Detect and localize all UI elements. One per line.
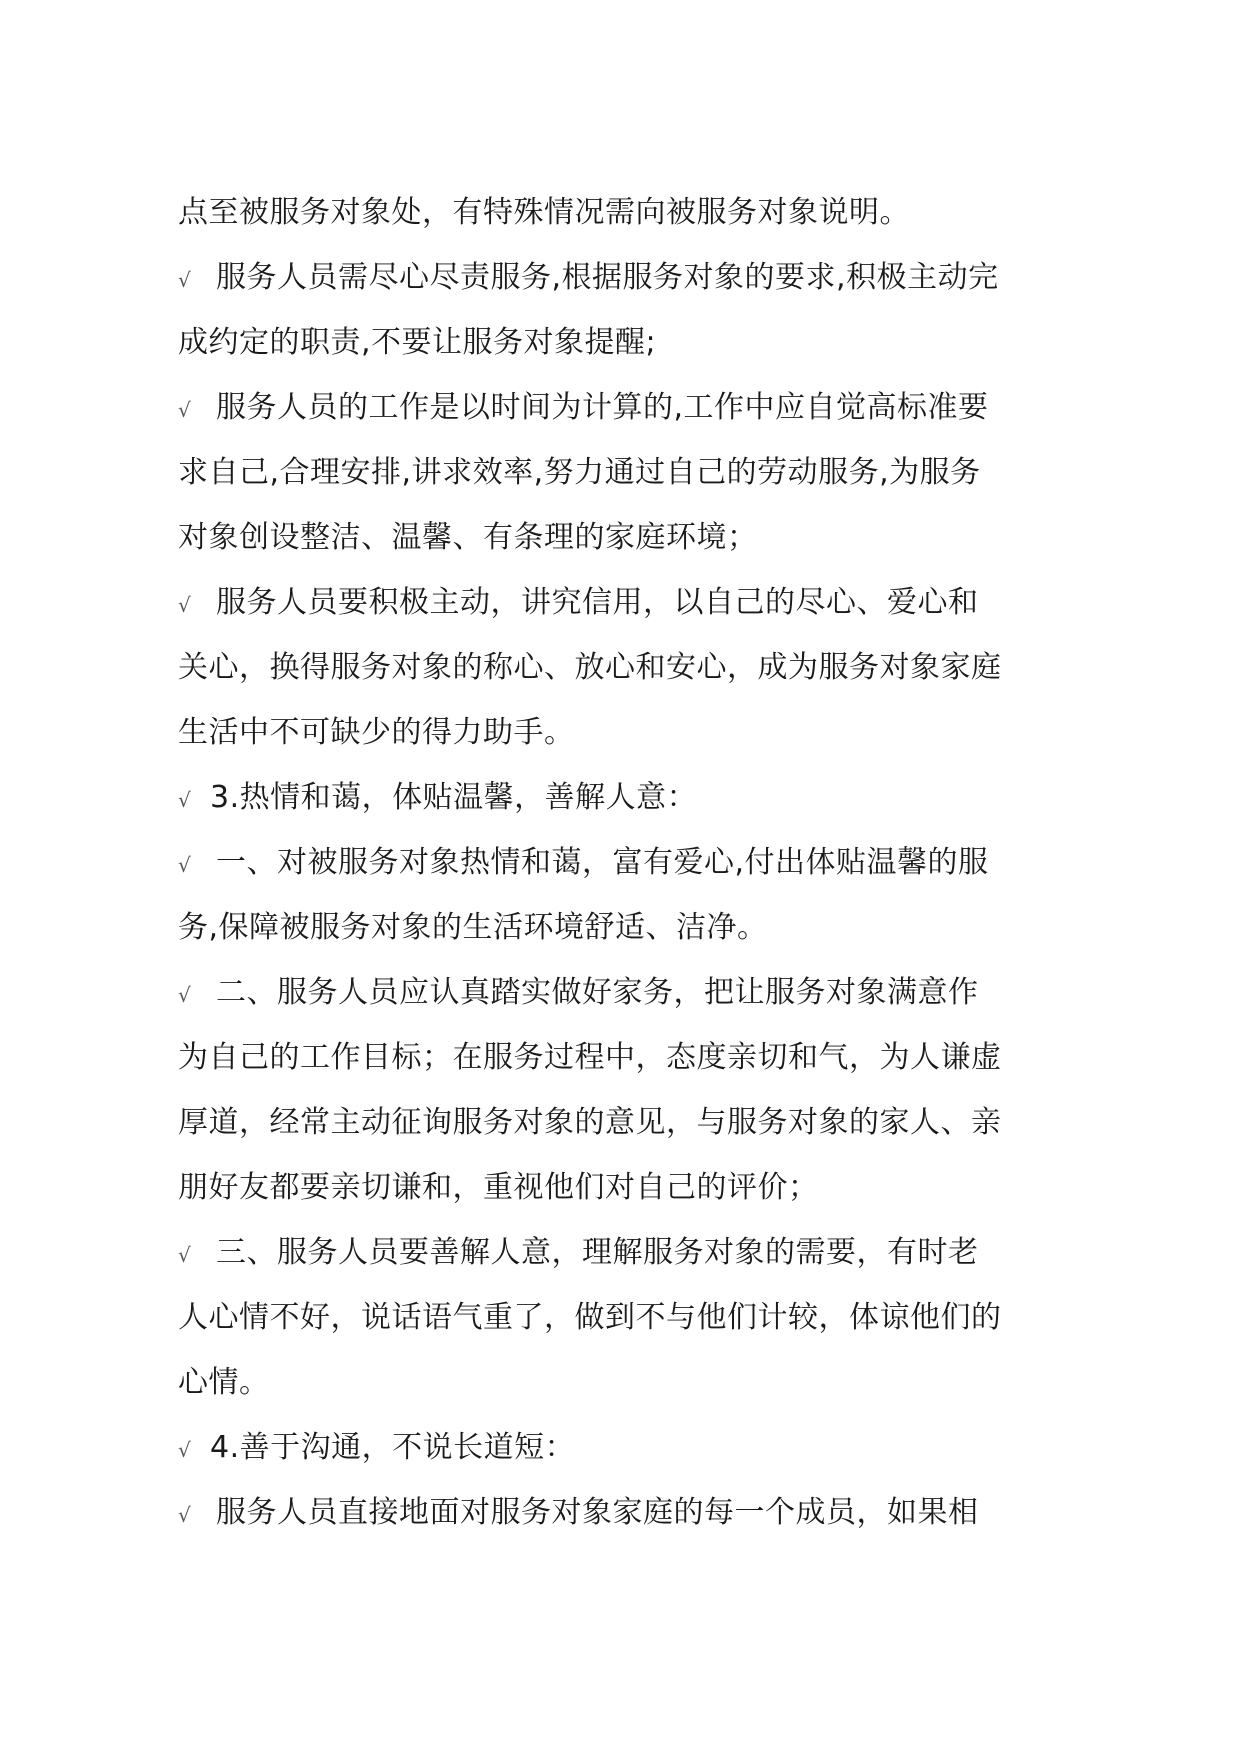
document-body [178,180,1068,1545]
checkmark-bullet-icon: √ [178,268,192,292]
line-text: 求自己,合理安排,讲求效率,努力通过自己的劳动服务,为服务 [178,455,981,490]
bullet-paragraph-line [178,1415,1068,1480]
paragraph-line [178,505,1068,570]
line-text: 点至被服务对象处，有特殊情况需向被服务对象说明。 [178,195,910,230]
bullet-paragraph-line [178,1480,1068,1545]
paragraph-line [178,700,1068,765]
checkmark-bullet-icon: √ [178,398,192,422]
bullet-paragraph-line [178,375,1068,440]
bullet-paragraph-line [178,245,1068,310]
line-text: 一、对被服务对象热情和蔼，富有爱心,付出体贴温馨的服 [216,845,989,880]
bullet-paragraph-line [178,765,1068,830]
line-text: 服务人员的工作是以时间为计算的,工作中应自觉高标准要 [216,390,989,425]
line-text: 三、服务人员要善解人意，理解服务对象的需要，有时老 [216,1235,979,1270]
paragraph-line [178,180,1068,245]
line-text: 为自己的工作目标；在服务过程中，态度亲切和气，为人谦虚 [178,1040,1002,1075]
line-text: 务,保障被服务对象的生活环境舒适、洁净。 [178,910,768,945]
line-text: 4.善于沟通，不说长道短： [210,1430,576,1465]
paragraph-line [178,440,1068,505]
checkmark-bullet-icon: √ [178,853,192,877]
checkmark-bullet-icon: √ [178,1243,192,1267]
bullet-paragraph-line [178,960,1068,1025]
line-text: 服务人员要积极主动，讲究信用，以自己的尽心、爱心和 [216,585,979,620]
line-text: 成约定的职责,不要让服务对象提醒; [178,325,657,360]
checkmark-bullet-icon: √ [178,788,192,812]
line-text: 对象创设整洁、温馨、有条理的家庭环境； [178,520,758,555]
checkmark-bullet-icon: √ [178,1438,192,1462]
line-text: 朋好友都要亲切谦和，重视他们对自己的评价； [178,1170,819,1205]
line-text: 二、服务人员应认真踏实做好家务，把让服务对象满意作 [216,975,979,1010]
line-text: 生活中不可缺少的得力助手。 [178,715,575,750]
line-text: 厚道，经常主动征询服务对象的意见，与服务对象的家人、亲 [178,1105,1002,1140]
paragraph-line [178,895,1068,960]
line-text: 服务人员直接地面对服务对象家庭的每一个成员，如果相 [216,1495,979,1530]
line-text: 人心情不好，说话语气重了，做到不与他们计较，体谅他们的 [178,1300,1002,1335]
bullet-paragraph-line [178,570,1068,635]
line-text: 3.热情和蔼，体贴温馨，善解人意： [210,780,698,815]
line-text: 服务人员需尽心尽责服务,根据服务对象的要求,积极主动完 [216,260,999,295]
paragraph-line [178,1090,1068,1155]
bullet-paragraph-line [178,1220,1068,1285]
checkmark-bullet-icon: √ [178,593,192,617]
checkmark-bullet-icon: √ [178,983,192,1007]
paragraph-line [178,1155,1068,1220]
paragraph-line [178,635,1068,700]
line-text: 关心，换得服务对象的称心、放心和安心，成为服务对象家庭 [178,650,1002,685]
checkmark-bullet-icon: √ [178,1503,192,1527]
bullet-paragraph-line [178,830,1068,895]
paragraph-line [178,1350,1068,1415]
paragraph-line [178,310,1068,375]
paragraph-line [178,1285,1068,1350]
line-text: 心情。 [178,1365,270,1400]
paragraph-line [178,1025,1068,1090]
